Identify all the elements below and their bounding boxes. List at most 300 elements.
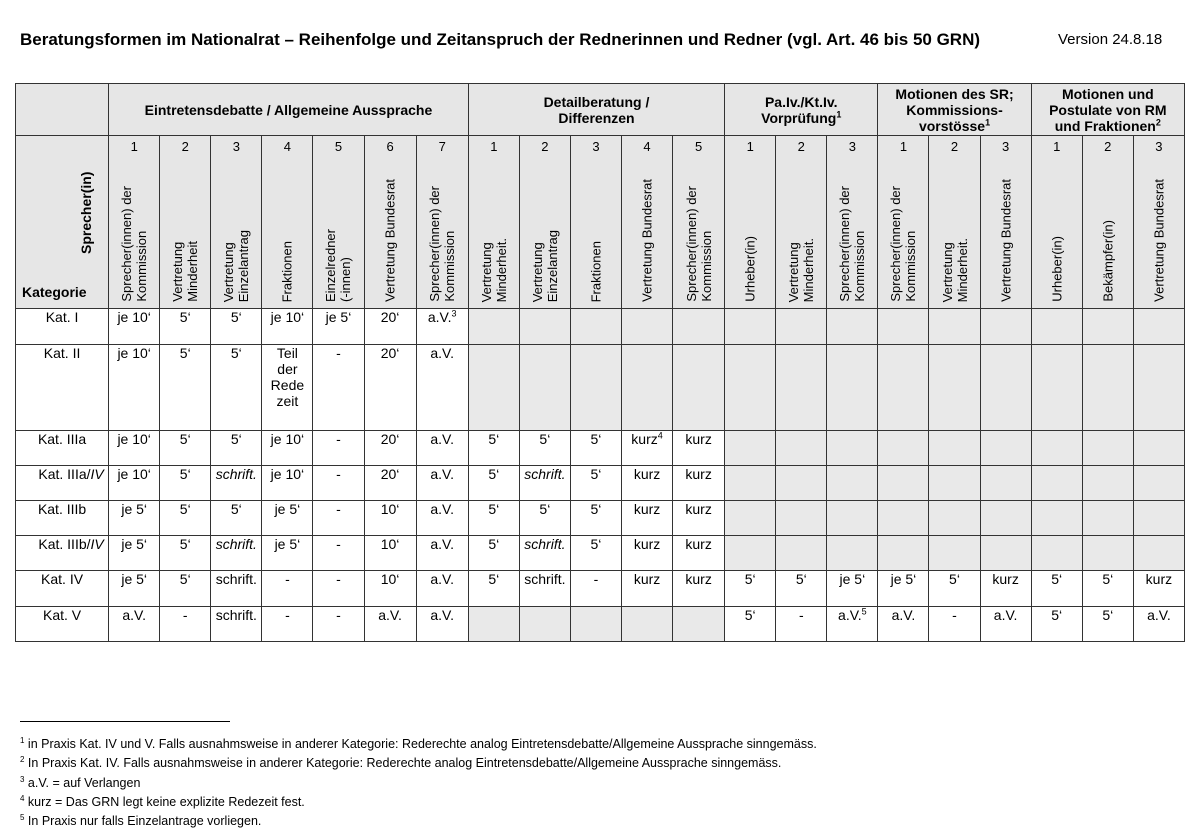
group-mot-sr-line2: Kommissions-	[906, 101, 1003, 118]
table-row-kat-iiia-iv	[16, 466, 1185, 501]
col-header-d5	[673, 136, 725, 309]
group-detailberatung	[468, 84, 724, 136]
table-cell: 10‘	[364, 536, 416, 571]
footnote-2	[20, 752, 817, 771]
col-label-line: Vertretung	[170, 242, 186, 302]
row-label: Kat. IIIa	[16, 431, 109, 466]
group-eintretensdebatte: Eintretensdebatte / Allgemeine Aussprache	[109, 84, 469, 136]
col-header-d3	[570, 136, 621, 309]
footnote-text: In Praxis nur falls Einzelantrage vorliegen.	[24, 814, 262, 829]
table-cell: -	[776, 607, 827, 642]
table-cell: je 5‘	[878, 571, 929, 607]
col-label-line: Kommission	[442, 231, 458, 302]
table-cell: a.V.	[416, 607, 468, 642]
col-label-line: Fraktionen	[588, 240, 604, 302]
corner-top-cell	[16, 84, 109, 136]
col-header-e1	[109, 136, 160, 309]
empty-cell	[980, 345, 1031, 431]
empty-cell	[1133, 345, 1184, 431]
table-cell: -	[262, 607, 313, 642]
table-cell: a.V.	[416, 431, 468, 466]
table-cell: 5‘	[1082, 571, 1133, 607]
table-row-kat-v	[16, 607, 1185, 642]
table-cell: schrift.	[519, 571, 570, 607]
table-cell: -	[313, 431, 364, 466]
empty-cell	[878, 466, 929, 501]
table-cell: kurz	[622, 571, 673, 607]
table-cell: 5‘	[570, 466, 621, 501]
group-mot-rm-line3: und Fraktionen	[1054, 117, 1156, 134]
col-number: 1	[746, 139, 754, 154]
table-cell: 20‘	[364, 466, 416, 501]
row-label: Kat. II	[16, 345, 109, 431]
col-header-r1	[1031, 136, 1082, 309]
empty-cell	[725, 431, 776, 466]
empty-cell	[776, 536, 827, 571]
group-motionen-rm	[1031, 84, 1184, 136]
col-label-line: Kommission	[903, 231, 919, 302]
empty-cell	[1082, 501, 1133, 536]
col-label-line: Vertretung	[478, 242, 494, 302]
col-header-p3	[827, 136, 878, 309]
empty-cell	[1082, 309, 1133, 345]
col-label-line: Urheber(in)	[1049, 236, 1065, 302]
empty-cell	[776, 466, 827, 501]
empty-cell	[827, 501, 878, 536]
empty-cell	[827, 466, 878, 501]
table-cell: -	[313, 466, 364, 501]
col-label-line: Minderheit.	[801, 237, 817, 302]
table-row-kat-iiib	[16, 501, 1185, 536]
col-label-line: Kommission	[698, 231, 714, 302]
col-label-line: Kommission	[852, 231, 868, 302]
col-label-line: Einzelantrag	[544, 229, 560, 302]
row-label: Kat. I	[16, 309, 109, 345]
footnote-3	[20, 772, 817, 791]
col-number: 4	[283, 139, 292, 154]
col-number: 3	[1155, 139, 1163, 154]
empty-cell	[980, 309, 1031, 345]
table-cell: -	[313, 571, 364, 607]
table-cell: 5‘	[160, 536, 211, 571]
table-cell: kurz	[622, 466, 673, 501]
col-label-line: Urheber(in)	[742, 236, 758, 302]
version-label: Version 24.8.18	[1058, 31, 1163, 48]
empty-cell	[1031, 431, 1082, 466]
table-cell: 5‘	[570, 501, 621, 536]
row-label-italic: IV	[90, 466, 104, 482]
table-cell: -	[313, 345, 364, 431]
table-cell: 5‘	[776, 571, 827, 607]
row-label	[16, 536, 109, 571]
col-header-e3	[211, 136, 262, 309]
row-label: Kat. V	[16, 607, 109, 642]
group-header-row	[16, 84, 1185, 136]
footnote-number: 4	[20, 794, 25, 804]
group-mot-sr-line1: Motionen des SR;	[895, 85, 1014, 102]
footnote-4	[20, 791, 817, 810]
col-header-e7	[416, 136, 468, 309]
col-label-line: Vertretung	[786, 242, 802, 302]
col-label-line: Sprecher(innen) der	[119, 186, 135, 302]
page-title: Beratungsformen im Nationalrat – Reihenfolge und Zeitanspruch der Rednerinnen und Redner (vgl. Art. 46 bis 50 GRN)	[20, 30, 981, 49]
speaking-time-table	[15, 83, 1185, 642]
col-number: 7	[438, 139, 446, 154]
group-motionen-sr	[878, 84, 1031, 136]
col-header-r2	[1082, 136, 1133, 309]
table-cell: schrift.	[519, 536, 570, 571]
empty-cell	[980, 466, 1031, 501]
table-cell: 5‘	[519, 431, 570, 466]
table-cell: kurz	[622, 536, 673, 571]
cell-line: Teil	[276, 345, 298, 361]
row-label: Kat. IIIb	[16, 501, 109, 536]
col-number: 3	[1001, 139, 1010, 154]
kategorie-label: Kategorie	[22, 284, 87, 300]
group-mot-rm-line1: Motionen und	[1061, 85, 1154, 102]
sprecher-label: Sprecher(in)	[78, 171, 94, 254]
table-cell: 5‘	[570, 536, 621, 571]
table-cell: je 5‘	[262, 536, 313, 571]
col-header-d1	[468, 136, 519, 309]
group-pa-iv-vorpruefung	[725, 84, 878, 136]
group-pa-line1: Pa.Iv./Kt.Iv.	[764, 93, 838, 110]
empty-cell	[776, 309, 827, 345]
footnote-ref: 3	[451, 308, 457, 319]
table-cell: 5‘	[1031, 571, 1082, 607]
table-cell: je 10‘	[262, 466, 313, 501]
footnote-number: 5	[20, 813, 25, 823]
table-cell: je 5‘	[109, 571, 160, 607]
empty-cell	[776, 501, 827, 536]
col-label-line: Sprecher(innen) der	[888, 186, 904, 302]
group-detail-line2: Differenzen	[558, 109, 635, 126]
table-cell	[262, 345, 313, 431]
table-cell: schrift.	[211, 571, 262, 607]
table-cell: 5‘	[468, 466, 519, 501]
footnote-text: in Praxis Kat. IV und V. Falls ausnahmsweise in anderer Kategorie: Rederechte analog Eintretensdebatte/Allgemeine Aussprache sinngemäss.	[24, 737, 817, 752]
empty-cell	[725, 345, 776, 431]
footnote-ref: 1	[836, 108, 842, 119]
footnote-text: kurz = Das GRN legt keine explizite Redezeit fest.	[24, 795, 305, 810]
cell-value: a.V.	[838, 607, 862, 623]
col-header-d4	[622, 136, 673, 309]
table-cell: kurz	[980, 571, 1031, 607]
table-cell: -	[313, 607, 364, 642]
table-cell: je 5‘	[827, 571, 878, 607]
table-cell: 5‘	[1031, 607, 1082, 642]
table-cell: 5‘	[1082, 607, 1133, 642]
table-cell: -	[929, 607, 980, 642]
table-cell	[827, 607, 878, 642]
empty-cell	[570, 607, 621, 642]
col-label-line: Minderheit	[185, 241, 201, 302]
col-number: 1	[490, 139, 498, 154]
empty-cell	[827, 536, 878, 571]
table-cell: a.V.	[980, 607, 1031, 642]
cell-line: der	[277, 361, 298, 377]
table-cell: 20‘	[364, 309, 416, 345]
col-header-d2	[519, 136, 570, 309]
empty-cell	[929, 536, 980, 571]
table-cell: schrift.	[519, 466, 570, 501]
footnote-number: 3	[20, 774, 25, 784]
footnote-ref: 2	[1155, 116, 1161, 127]
table-cell: 5‘	[211, 501, 262, 536]
col-number: 2	[541, 139, 549, 154]
table-row-kat-iiia	[16, 431, 1185, 466]
col-number: 2	[950, 139, 959, 154]
table-row-kat-ii	[16, 345, 1185, 431]
table-cell: 5‘	[160, 431, 211, 466]
empty-cell	[1031, 536, 1082, 571]
empty-cell	[1133, 431, 1184, 466]
empty-cell	[673, 345, 725, 431]
col-label-line: Minderheit.	[954, 237, 970, 302]
table-cell: 5‘	[160, 501, 211, 536]
empty-cell	[725, 309, 776, 345]
col-label-line: Minderheit.	[493, 237, 509, 302]
table-cell: a.V.	[364, 607, 416, 642]
col-label-line: Vertretung	[939, 242, 955, 302]
table-cell: 5‘	[929, 571, 980, 607]
footnote-1	[20, 733, 817, 752]
col-header-e5	[313, 136, 364, 309]
col-header-e2	[160, 136, 211, 309]
empty-cell	[1133, 536, 1184, 571]
empty-cell	[878, 309, 929, 345]
empty-cell	[1031, 309, 1082, 345]
empty-cell	[1031, 501, 1082, 536]
col-number: 2	[797, 139, 805, 154]
table-cell: je 10‘	[109, 466, 160, 501]
table-cell: schrift.	[211, 466, 262, 501]
empty-cell	[827, 431, 878, 466]
col-label-line: Vertretung Bundesrat	[639, 179, 655, 302]
col-number: 3	[848, 139, 856, 154]
empty-cell	[725, 501, 776, 536]
empty-cell	[776, 345, 827, 431]
table-cell: kurz	[622, 501, 673, 536]
table-cell: je 5‘	[262, 501, 313, 536]
row-label-italic: IV	[90, 536, 104, 552]
col-header-r3	[1133, 136, 1184, 309]
empty-cell	[929, 431, 980, 466]
empty-cell	[1082, 536, 1133, 571]
table-cell: 5‘	[211, 345, 262, 431]
col-label-line: Sprecher(innen) der	[837, 186, 853, 302]
table-cell: 20‘	[364, 345, 416, 431]
table-cell: a.V.	[109, 607, 160, 642]
empty-cell	[1133, 466, 1184, 501]
empty-cell	[1082, 466, 1133, 501]
empty-cell	[570, 309, 621, 345]
table-cell: 5‘	[160, 466, 211, 501]
col-header-s2	[929, 136, 980, 309]
table-cell: je 5‘	[109, 501, 160, 536]
table-cell: je 5‘	[109, 536, 160, 571]
col-label-line: Vertretung	[221, 242, 237, 302]
empty-cell	[725, 536, 776, 571]
cell-line: zeit	[276, 393, 299, 409]
col-label-line: Vertretung Bundesrat	[1151, 179, 1167, 302]
col-number: 2	[181, 139, 189, 154]
col-header-p1	[725, 136, 776, 309]
table-cell: a.V.	[416, 536, 468, 571]
table-cell: -	[313, 501, 364, 536]
cell-line: Rede	[270, 377, 305, 393]
footnote-number: 1	[20, 736, 25, 745]
table-cell: a.V.	[416, 571, 468, 607]
table-cell: a.V.	[416, 501, 468, 536]
table-cell: a.V.	[1133, 607, 1184, 642]
table-cell: 5‘	[211, 431, 262, 466]
empty-cell	[929, 345, 980, 431]
col-number: 3	[592, 139, 600, 154]
col-number: 5	[334, 139, 343, 154]
empty-cell	[827, 309, 878, 345]
table-cell: je 10‘	[262, 431, 313, 466]
col-number: 5	[695, 139, 703, 154]
row-label-main: Kat. IIIb/	[38, 536, 91, 552]
col-number: 4	[643, 139, 651, 154]
table-cell: 5‘	[468, 571, 519, 607]
col-label-line: Sprecher(innen) der	[427, 186, 443, 302]
empty-cell	[980, 431, 1031, 466]
empty-cell	[878, 431, 929, 466]
row-label-main: Kat. IIIa/	[38, 466, 91, 482]
col-header-s3	[980, 136, 1031, 309]
table-cell: kurz	[673, 431, 725, 466]
table-cell: a.V.	[416, 345, 468, 431]
table-cell: a.V.	[878, 607, 929, 642]
corner-cell	[16, 136, 109, 309]
table-cell: 10‘	[364, 501, 416, 536]
col-header-s1	[878, 136, 929, 309]
table-cell	[416, 309, 468, 345]
column-header-row	[16, 136, 1185, 309]
empty-cell	[878, 345, 929, 431]
table-cell: 5‘	[570, 431, 621, 466]
col-number: 2	[1104, 139, 1112, 154]
table-cell: 5‘	[211, 309, 262, 345]
empty-cell	[519, 607, 570, 642]
table-cell: -	[262, 571, 313, 607]
empty-cell	[673, 309, 725, 345]
row-label	[16, 466, 109, 501]
table-cell: 5‘	[725, 571, 776, 607]
table-cell: schrift.	[211, 607, 262, 642]
footnote-ref: 4	[657, 430, 663, 441]
col-label-line: Bekämpfer(in)	[1100, 220, 1116, 302]
table-cell: 10‘	[364, 571, 416, 607]
footnote-text: In Praxis Kat. IV. Falls ausnahmsweise in anderer Kategorie: Rederechte analog Eintretensdebatte/Allgemeine Aussprache sinngemäss.	[24, 756, 782, 771]
col-label-line: Kommission	[134, 231, 150, 302]
table-row-kat-iv	[16, 571, 1185, 607]
empty-cell	[468, 345, 519, 431]
table-cell: 5‘	[468, 431, 519, 466]
col-header-e6	[364, 136, 416, 309]
empty-cell	[519, 309, 570, 345]
cell-value: kurz	[631, 431, 658, 447]
table-cell: 20‘	[364, 431, 416, 466]
footnote-text: a.V. = auf Verlangen	[24, 775, 141, 790]
footnote-number: 2	[20, 755, 25, 765]
col-number: 1	[1053, 139, 1061, 154]
empty-cell	[929, 309, 980, 345]
empty-cell	[725, 466, 776, 501]
empty-cell	[468, 309, 519, 345]
col-label-line: Fraktionen	[279, 240, 295, 302]
group-mot-sr-line3: vorstösse	[918, 117, 986, 134]
table-cell: kurz	[673, 571, 725, 607]
table-cell: je 10‘	[109, 345, 160, 431]
empty-cell	[776, 431, 827, 466]
table-cell: 5‘	[160, 309, 211, 345]
table-cell: -	[160, 607, 211, 642]
col-header-e4	[262, 136, 313, 309]
table-cell: je 10‘	[109, 431, 160, 466]
empty-cell	[468, 607, 519, 642]
empty-cell	[1031, 466, 1082, 501]
empty-cell	[622, 345, 673, 431]
group-mot-rm-line2: Postulate von RM	[1049, 101, 1167, 118]
table-row-kat-iiib-iv	[16, 536, 1185, 571]
empty-cell	[673, 607, 725, 642]
table-cell: je 10‘	[109, 309, 160, 345]
group-detail-line1: Detailberatung /	[543, 93, 650, 110]
table-cell: schrift.	[211, 536, 262, 571]
footnote-ref: 5	[861, 606, 867, 617]
table-cell: -	[570, 571, 621, 607]
empty-cell	[878, 536, 929, 571]
table-cell: 5‘	[468, 536, 519, 571]
col-label-line: Vertretung	[529, 242, 545, 302]
col-header-p2	[776, 136, 827, 309]
table-cell: kurz	[673, 536, 725, 571]
empty-cell	[1133, 309, 1184, 345]
table-cell: kurz	[673, 466, 725, 501]
table-cell: 5‘	[160, 571, 211, 607]
table-cell: -	[313, 536, 364, 571]
col-number: 3	[232, 139, 240, 154]
empty-cell	[1031, 345, 1082, 431]
empty-cell	[1082, 431, 1133, 466]
empty-cell	[1082, 345, 1133, 431]
footnote-5	[20, 810, 817, 829]
empty-cell	[878, 501, 929, 536]
empty-cell	[1133, 501, 1184, 536]
footnote-ref: 1	[985, 116, 991, 127]
cell-value: a.V.	[427, 309, 452, 325]
table-cell: 5‘	[160, 345, 211, 431]
empty-cell	[980, 536, 1031, 571]
footnotes	[20, 733, 817, 830]
table-cell: kurz	[673, 501, 725, 536]
table-cell: 5‘	[725, 607, 776, 642]
col-label-line: Einzelredner	[323, 229, 339, 302]
table-row-kat-i	[16, 309, 1185, 345]
row-label: Kat. IV	[16, 571, 109, 607]
col-label-line: Sprecher(innen) der	[683, 186, 699, 302]
empty-cell	[622, 607, 673, 642]
table-cell: 5‘	[468, 501, 519, 536]
table-cell: je 5‘	[313, 309, 364, 345]
table-cell: je 10‘	[262, 309, 313, 345]
empty-cell	[622, 309, 673, 345]
table-cell: kurz	[1133, 571, 1184, 607]
footnote-divider	[20, 721, 230, 722]
